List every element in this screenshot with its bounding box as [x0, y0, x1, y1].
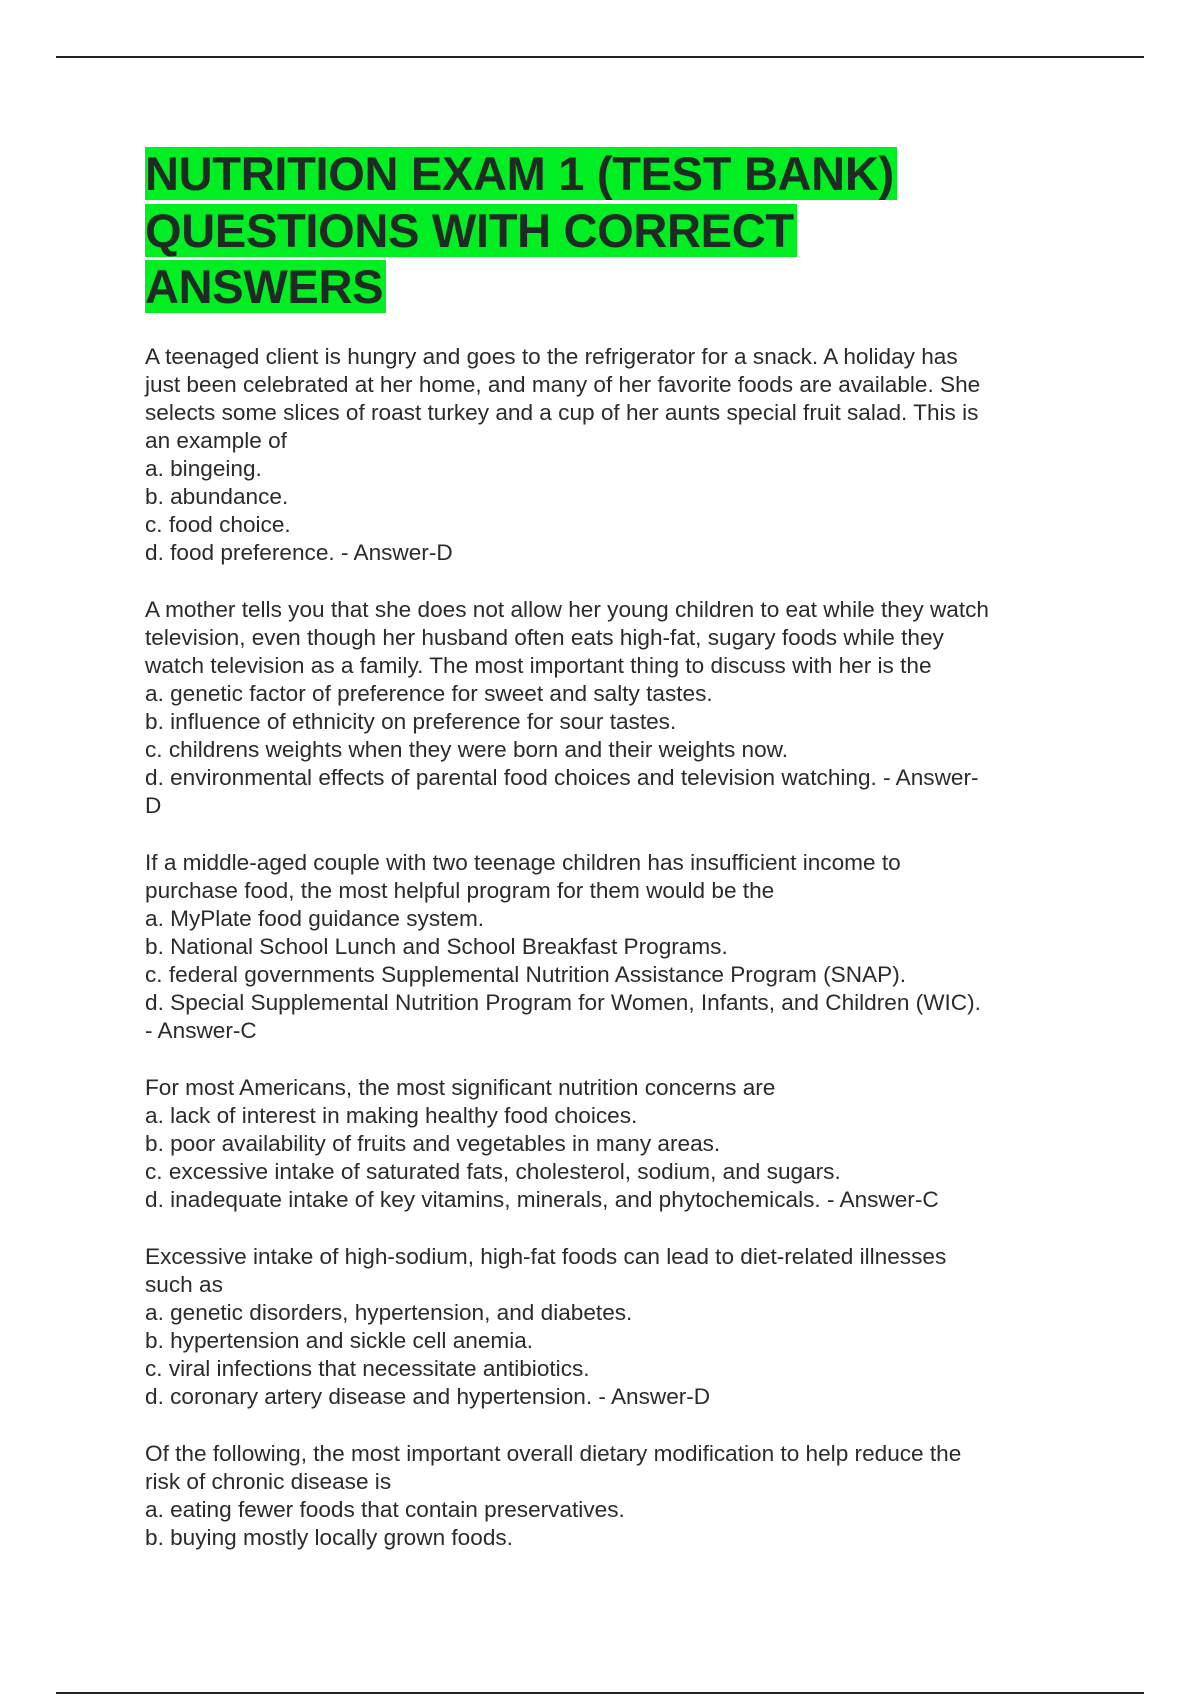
- question-line: watch television as a family. The most important thing to discuss with her is the: [145, 652, 932, 678]
- answer-option: d. food preference. - Answer-D: [145, 540, 453, 566]
- title-line-2: QUESTIONS WITH CORRECT: [145, 203, 794, 257]
- question-line: If a middle-aged couple with two teenage children has insufficient income to: [145, 849, 901, 875]
- question-2: [145, 596, 1065, 821]
- answer-option: a. genetic disorders, hypertension, and diabetes.: [145, 1299, 633, 1325]
- answer-option: b. hypertension and sickle cell anemia.: [145, 1327, 534, 1353]
- question-line: A teenaged client is hungry and goes to the refrigerator for a snack. A holiday has: [145, 343, 958, 369]
- document-body: [145, 146, 1065, 1580]
- title-line-1: NUTRITION EXAM 1 (TEST BANK): [145, 147, 894, 200]
- question-1: [145, 343, 1065, 568]
- header-rule: [56, 56, 1144, 58]
- footer-rule: [56, 1692, 1144, 1694]
- answer-option: b. poor availability of fruits and vegetables in many areas.: [145, 1131, 721, 1157]
- answer-option: c. food choice.: [145, 512, 291, 538]
- question-line: Excessive intake of high-sodium, high-fat foods can lead to diet-related illnesses: [145, 1243, 947, 1269]
- answer-option: a. eating fewer foods that contain preservatives.: [145, 1496, 625, 1522]
- question-line: television, even though her husband often eats high-fat, sugary foods while they: [145, 624, 944, 650]
- answer-option: b. buying mostly locally grown foods.: [145, 1524, 513, 1550]
- answer-option: b. National School Lunch and School Breakfast Programs.: [145, 934, 728, 960]
- answer-option: c. excessive intake of saturated fats, cholesterol, sodium, and sugars.: [145, 1159, 841, 1185]
- question-list: [145, 343, 1065, 1553]
- title-highlight: [145, 147, 897, 313]
- question-line: Of the following, the most important overall dietary modification to help reduce the: [145, 1440, 962, 1466]
- answer-option: d. inadequate intake of key vitamins, minerals, and phytochemicals. - Answer-C: [145, 1187, 939, 1213]
- answer-option: d. coronary artery disease and hypertension. - Answer-D: [145, 1384, 711, 1410]
- answer-option: c. viral infections that necessitate antibiotics.: [145, 1356, 590, 1382]
- answer-option: c. federal governments Supplemental Nutrition Assistance Program (SNAP).: [145, 962, 906, 988]
- answer-key: D: [145, 793, 162, 819]
- question-line: purchase food, the most helpful program for them would be the: [145, 877, 775, 903]
- answer-key: - Answer-C: [145, 1018, 257, 1044]
- answer-option: d. Special Supplemental Nutrition Program for Women, Infants, and Children (WIC).: [145, 990, 981, 1016]
- question-line: selects some slices of roast turkey and a cup of her aunts special fruit salad. This is: [145, 399, 979, 425]
- question-line: A mother tells you that she does not allow her young children to eat while they watch: [145, 596, 989, 622]
- question-line: just been celebrated at her home, and many of her favorite foods are available. She: [145, 371, 981, 397]
- question-3: [145, 849, 1065, 1046]
- answer-option: a. lack of interest in making healthy food choices.: [145, 1102, 638, 1128]
- answer-option: c. childrens weights when they were born and their weights now.: [145, 737, 789, 763]
- answer-option: d. environmental effects of parental food choices and television watching. - Answer-: [145, 765, 979, 791]
- question-6: [145, 1440, 1065, 1552]
- document-title: [145, 146, 1065, 316]
- question-line: such as: [145, 1271, 223, 1297]
- title-line-3: ANSWERS: [145, 260, 384, 313]
- question-line: an example of: [145, 427, 287, 453]
- answer-option: b. influence of ethnicity on preference for sour tastes.: [145, 709, 677, 735]
- answer-option: a. MyPlate food guidance system.: [145, 905, 485, 931]
- answer-option: a. bingeing.: [145, 455, 262, 481]
- question-5: [145, 1243, 1065, 1412]
- answer-option: a. genetic factor of preference for sweet and salty tastes.: [145, 680, 713, 706]
- question-line: risk of chronic disease is: [145, 1468, 392, 1494]
- question-4: [145, 1074, 1065, 1214]
- question-line: For most Americans, the most significant nutrition concerns are: [145, 1074, 776, 1100]
- answer-option: b. abundance.: [145, 483, 289, 509]
